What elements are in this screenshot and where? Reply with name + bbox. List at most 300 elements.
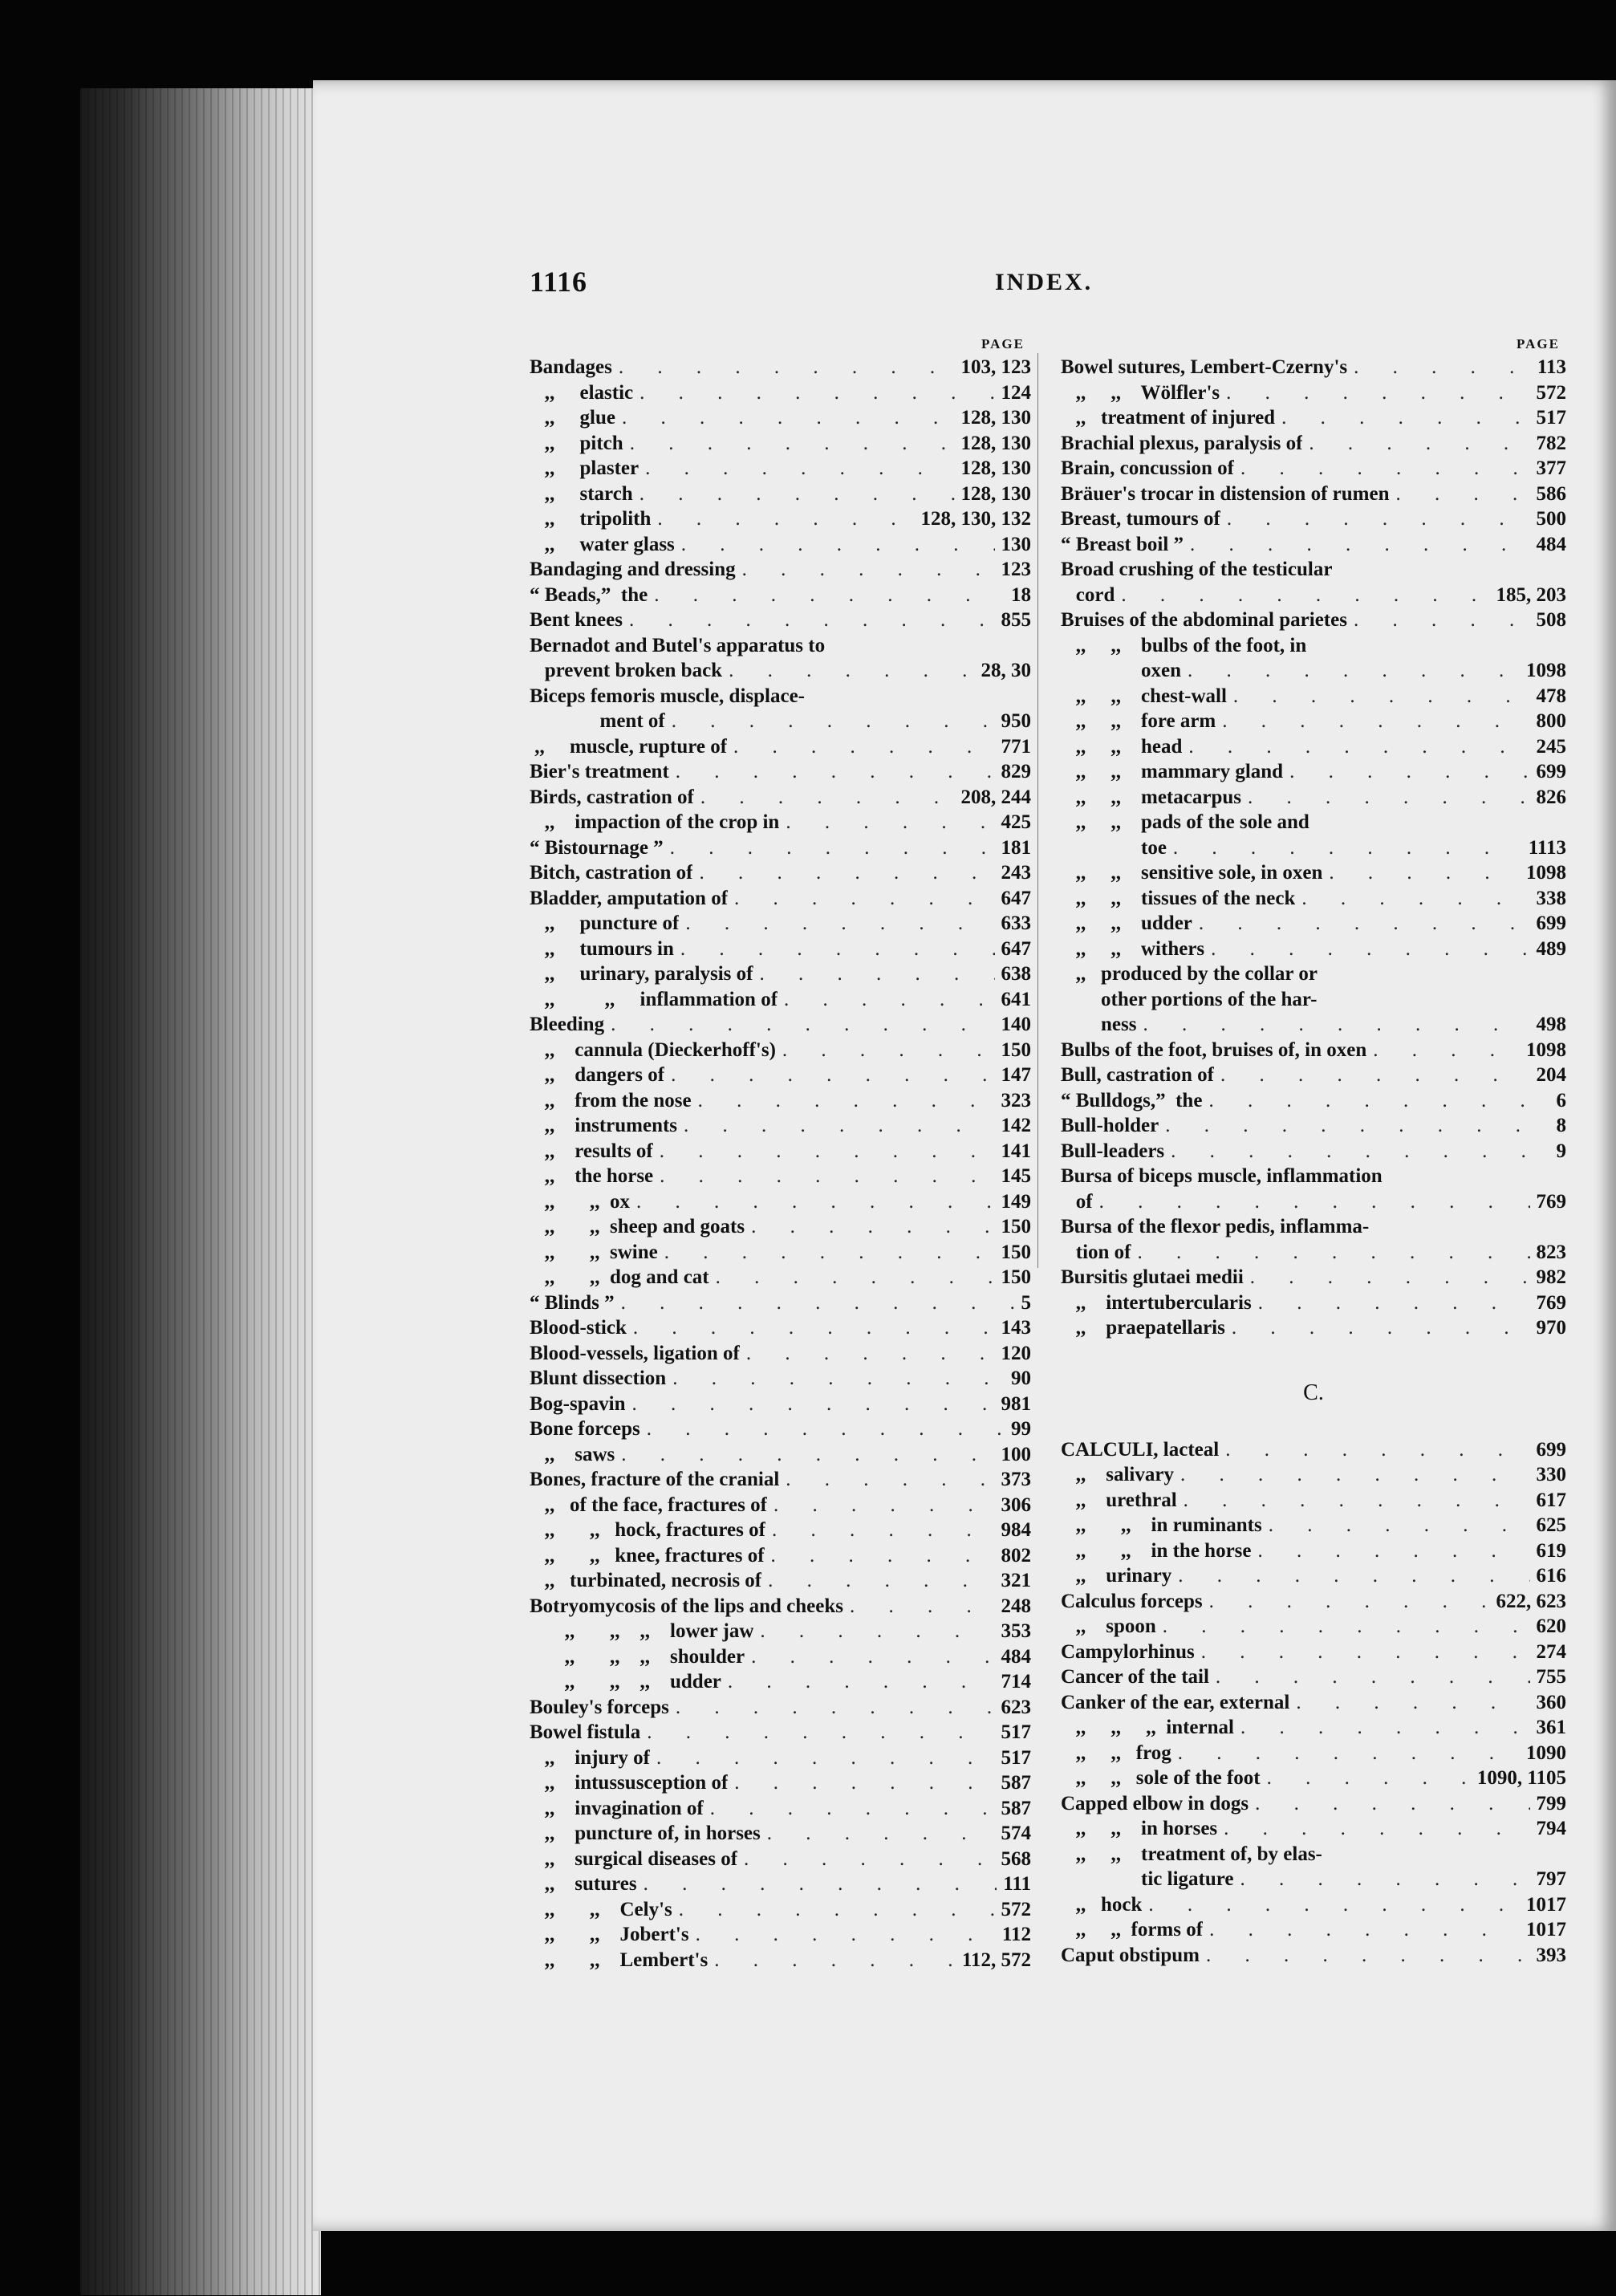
index-entry <box>1061 1462 1566 1488</box>
entry-page-ref: 587 <box>1001 1772 1031 1794</box>
index-entry <box>530 1038 1031 1063</box>
entry-text: ,, elastic <box>530 381 634 404</box>
entry-text: “ Beads,” the <box>530 583 648 606</box>
index-entry <box>530 1240 1031 1266</box>
left-column <box>530 337 1031 1973</box>
index-entry <box>530 506 1031 532</box>
entry-page-ref: 823 <box>1536 1241 1566 1263</box>
index-entry <box>1061 1867 1566 1892</box>
index-entry <box>530 785 1031 811</box>
entry-page-ref: 18 <box>1011 583 1031 606</box>
entry-text: toe <box>1061 836 1167 859</box>
index-entry <box>530 1214 1031 1240</box>
entry-text: CALCULI, lacteal <box>1061 1438 1220 1461</box>
leader-dots <box>1190 532 1529 558</box>
leader-dots <box>773 1493 995 1518</box>
running-head: INDEX. <box>995 269 1094 295</box>
index-entry <box>1061 1690 1566 1716</box>
entry-page-ref: 641 <box>1001 988 1031 1010</box>
entry-text: Blood-vessels, ligation of <box>530 1342 740 1364</box>
index-entry <box>1061 405 1566 431</box>
leader-dots <box>685 911 994 937</box>
leader-dots <box>1250 1265 1530 1290</box>
page-number: 1116 <box>530 266 588 298</box>
entry-text: Bowel sutures, Lembert-Czerny's <box>1061 356 1348 378</box>
entry-page-ref: 647 <box>1001 937 1031 960</box>
entry-text: ,, ,, forms of <box>1061 1919 1204 1940</box>
index-entry <box>1061 583 1566 608</box>
entry-page-ref: 204 <box>1536 1064 1566 1086</box>
entry-page-ref: 1090, 1105 <box>1476 1767 1566 1789</box>
entry-page-ref: 1098 <box>1526 1038 1566 1061</box>
entry-page-ref: 321 <box>1001 1570 1031 1591</box>
index-entry <box>530 1568 1031 1594</box>
leader-dots <box>733 734 994 760</box>
entry-text: ,, ,, ,, udder <box>530 1671 721 1693</box>
entry-text: ,, produced by the collar or <box>1061 963 1318 985</box>
entry-page-ref: 128, 130 <box>960 407 1031 429</box>
leader-dots <box>1222 709 1529 734</box>
leader-dots <box>746 1341 995 1367</box>
index-entry <box>1061 1189 1566 1215</box>
index-entry <box>530 810 1031 835</box>
entry-page-ref: 181 <box>1001 836 1031 859</box>
entry-page-ref: 306 <box>1001 1493 1031 1516</box>
entry-text: ,, intertubercularis <box>1061 1291 1252 1314</box>
entry-page-ref: 638 <box>1001 963 1031 985</box>
entry-text: Bandages <box>530 356 612 378</box>
index-entry <box>530 1847 1031 1872</box>
entry-page-ref: 478 <box>1536 685 1566 707</box>
index-entry <box>530 557 1031 583</box>
index-entry <box>1061 1214 1566 1240</box>
index-entry <box>530 380 1031 406</box>
entry-text: ,, ,, frog <box>1061 1741 1171 1764</box>
entry-text: ,, ,, tissues of the neck <box>1061 887 1296 909</box>
entry-text: Brain, concussion of <box>1061 457 1235 479</box>
leader-dots <box>1178 1563 1529 1589</box>
index-entry <box>530 1669 1031 1695</box>
leader-dots <box>1232 1315 1530 1341</box>
index-entry <box>1061 1791 1566 1817</box>
entry-page-ref: 1098 <box>1526 660 1566 681</box>
index-entry <box>530 1113 1031 1139</box>
index-entry <box>530 835 1031 861</box>
entry-page-ref: 802 <box>1001 1544 1031 1567</box>
index-entry <box>530 759 1031 785</box>
leader-dots <box>742 557 995 583</box>
entry-text: ,, ,, in ruminants <box>1061 1514 1262 1536</box>
leader-dots <box>660 1164 994 1189</box>
index-entry <box>1061 1139 1566 1164</box>
entry-text: of <box>1061 1190 1093 1213</box>
entry-text: ,, ,, treatment of, by elas- <box>1061 1843 1322 1865</box>
entry-page-ref: 771 <box>1001 735 1031 758</box>
entry-text: ,, spoon <box>1061 1615 1156 1637</box>
leader-dots <box>1138 1240 1530 1266</box>
entry-page-ref: 755 <box>1536 1666 1566 1688</box>
leader-dots <box>1121 583 1489 608</box>
index-entry <box>530 1619 1031 1644</box>
leader-dots <box>1173 835 1522 861</box>
entry-text: Bladder, amputation of <box>530 887 729 909</box>
entry-text: ,, turbinated, necrosis of <box>530 1570 762 1591</box>
leader-dots <box>1209 1589 1490 1615</box>
index-entry <box>530 709 1031 734</box>
index-entry <box>1061 1164 1566 1189</box>
leader-dots <box>1329 860 1520 886</box>
entry-page-ref: 826 <box>1536 786 1566 808</box>
leader-dots <box>1184 1488 1530 1514</box>
index-entry <box>530 1695 1031 1721</box>
entry-page-ref: 128, 130 <box>960 482 1031 505</box>
entry-text: ,, starch <box>530 482 633 505</box>
leader-dots <box>639 482 955 507</box>
index-entry <box>1061 1640 1566 1665</box>
entry-page-ref: 699 <box>1536 1438 1566 1461</box>
index-entry <box>530 1315 1031 1341</box>
leader-dots <box>710 1796 995 1822</box>
entry-page-ref: 620 <box>1536 1615 1566 1637</box>
index-entry <box>530 1442 1031 1468</box>
entry-text: ,, ,, Jobert's <box>530 1924 689 1945</box>
leader-dots <box>645 456 954 482</box>
entry-text: ,, ,, Cely's <box>530 1898 672 1920</box>
entry-text: Caput obstipum <box>1061 1944 1200 1966</box>
entry-page-ref: 1090 <box>1526 1741 1566 1764</box>
leader-dots <box>1240 1715 1530 1741</box>
entry-page-ref: 360 <box>1536 1691 1566 1713</box>
leader-dots <box>760 961 995 987</box>
index-entry <box>1061 785 1566 811</box>
entry-page-ref: 568 <box>1001 1847 1031 1870</box>
entry-page-ref: 829 <box>1001 761 1031 782</box>
leader-dots <box>679 1897 995 1923</box>
entry-page-ref: 1098 <box>1526 862 1566 884</box>
entry-page-ref: 248 <box>1001 1595 1031 1617</box>
leader-dots <box>1289 759 1529 785</box>
leader-dots <box>1309 431 1529 457</box>
entry-page-ref: 625 <box>1536 1514 1566 1536</box>
leader-dots <box>734 1770 994 1796</box>
index-entry <box>1061 608 1566 633</box>
entry-text: Bursa of the flexor pedis, inflamma- <box>1061 1216 1370 1237</box>
leader-dots <box>672 709 995 734</box>
entry-page-ref: 508 <box>1536 609 1566 631</box>
right-column <box>1061 337 1566 1968</box>
entry-text: ,, injury of <box>530 1746 650 1769</box>
entry-text: Bitch, castration of <box>530 862 693 884</box>
leader-dots <box>1269 1513 1530 1538</box>
index-entry <box>1061 456 1566 482</box>
leader-dots <box>676 1695 995 1721</box>
entry-page-ref: 8 <box>1556 1115 1566 1136</box>
entry-text: ,, impaction of the crop in <box>530 811 780 833</box>
index-entry <box>1061 937 1566 962</box>
index-entry <box>1061 987 1566 1013</box>
index-entry <box>530 482 1031 507</box>
index-entry <box>1061 1741 1566 1766</box>
entry-text: Birds, castration of <box>530 786 694 808</box>
entry-page-ref: 517 <box>1001 1721 1031 1743</box>
index-entry <box>530 1012 1031 1038</box>
entry-page-ref: 1113 <box>1528 836 1566 859</box>
leader-dots <box>1301 886 1529 912</box>
leader-dots <box>698 1088 995 1114</box>
entry-text: cord <box>1061 583 1115 606</box>
right-column-head: PAGE <box>1517 336 1560 352</box>
index-entry <box>530 1543 1031 1569</box>
entry-text: ,, ,, sensitive sole, in oxen <box>1061 862 1323 884</box>
entry-text: Cancer of the tail <box>1061 1666 1209 1688</box>
leader-dots <box>1258 1538 1530 1564</box>
index-entry <box>530 1416 1031 1442</box>
column-rule <box>1037 353 1038 1268</box>
entry-text: ,, ,, Wölfler's <box>1061 381 1220 404</box>
entry-text: ,, puncture of, in horses <box>530 1823 761 1844</box>
entry-page-ref: 142 <box>1001 1115 1031 1136</box>
leader-dots <box>767 1821 995 1847</box>
entry-page-ref: 794 <box>1536 1818 1566 1839</box>
leader-dots <box>1148 1892 1520 1918</box>
index-entry <box>1061 532 1566 558</box>
entry-text: ,, ,, withers <box>1061 937 1205 960</box>
index-entry <box>530 1922 1031 1948</box>
entry-text: ,, ,, dog and cat <box>530 1266 709 1288</box>
entry-text: ,, salivary <box>1061 1464 1174 1485</box>
entry-page-ref: 950 <box>1001 710 1031 732</box>
entry-text: Capped elbow in dogs <box>1061 1792 1249 1814</box>
index-entry <box>530 1821 1031 1847</box>
index-entry <box>530 405 1031 431</box>
leader-dots <box>676 759 995 785</box>
entry-page-ref: 128, 130 <box>960 457 1031 479</box>
entry-page-ref: 5 <box>1021 1291 1031 1314</box>
entry-page-ref: 699 <box>1536 912 1566 934</box>
index-entry <box>530 1948 1031 1973</box>
entry-page-ref: 274 <box>1536 1640 1566 1663</box>
index-entry <box>1061 734 1566 760</box>
index-entry <box>1061 709 1566 734</box>
entry-text: oxen <box>1061 660 1181 681</box>
entry-page-ref: 111 <box>1003 1873 1031 1895</box>
leader-dots <box>1248 785 1530 811</box>
entry-page-ref: 616 <box>1536 1565 1566 1587</box>
entry-page-ref: 484 <box>1536 533 1566 555</box>
entry-page-ref: 981 <box>1001 1392 1031 1415</box>
entry-text: ,, ,, udder <box>1061 912 1192 934</box>
index-entry <box>1061 431 1566 457</box>
index-entry <box>1061 961 1566 987</box>
leader-dots <box>1224 1816 1529 1842</box>
index-entry <box>530 1290 1031 1316</box>
leader-dots <box>1233 684 1530 709</box>
leader-dots <box>772 1518 995 1543</box>
leader-dots <box>716 1265 995 1290</box>
entry-page-ref: 149 <box>1001 1190 1031 1213</box>
leader-dots <box>1199 911 1530 937</box>
entry-text: Bandaging and dressing <box>530 559 736 580</box>
entry-page-ref: 633 <box>1001 912 1031 934</box>
entry-page-ref: 647 <box>1001 887 1031 909</box>
entry-text: ,, ,, hock, fractures of <box>530 1519 765 1541</box>
leader-dots <box>782 1038 995 1063</box>
entry-text: tic ligature <box>1061 1868 1234 1890</box>
index-entry <box>530 1897 1031 1923</box>
entry-page-ref: 112 <box>1001 1924 1031 1945</box>
leader-dots <box>744 1847 994 1872</box>
entry-page-ref: 587 <box>1001 1797 1031 1819</box>
entry-text: ,, tripolith <box>530 508 652 530</box>
entry-text: Bulbs of the foot, bruises of, in oxen <box>1061 1038 1367 1061</box>
index-entry <box>1061 1943 1566 1969</box>
leader-dots <box>699 860 994 886</box>
index-entry <box>530 1189 1031 1215</box>
leader-dots <box>784 987 994 1013</box>
entry-text: Bursitis glutaei medii <box>1061 1266 1244 1288</box>
index-entry <box>1061 380 1566 406</box>
entry-text: “ Bulldogs,” the <box>1061 1089 1203 1111</box>
index-entry <box>1061 860 1566 886</box>
entry-page-ref: 800 <box>1536 710 1566 732</box>
entry-page-ref: 208, 244 <box>960 786 1031 808</box>
index-entry <box>1061 1589 1566 1615</box>
entry-text: Bull, castration of <box>1061 1064 1214 1086</box>
leader-dots <box>636 1189 995 1215</box>
index-entry <box>530 355 1031 380</box>
entry-page-ref: 572 <box>1536 381 1566 404</box>
entry-page-ref: 141 <box>1001 1140 1031 1162</box>
entry-page-ref: 128, 130, 132 <box>920 508 1031 530</box>
index-entry <box>1061 1842 1566 1867</box>
index-entry <box>1061 633 1566 659</box>
leader-dots <box>696 1922 996 1948</box>
leader-dots <box>1373 1038 1520 1063</box>
entry-text: ,, dangers of <box>530 1064 665 1086</box>
index-entry <box>1061 658 1566 684</box>
entry-text: ,, from the nose <box>530 1089 692 1111</box>
entry-text: ness <box>1061 1014 1137 1035</box>
index-entry <box>1061 1664 1566 1690</box>
index-entry <box>530 456 1031 482</box>
leader-dots <box>771 1543 995 1569</box>
index-entry <box>530 1139 1031 1164</box>
entry-page-ref: 517 <box>1001 1746 1031 1769</box>
leader-dots <box>630 431 955 457</box>
entry-text: Campylorhinus <box>1061 1640 1195 1663</box>
leader-dots <box>619 355 955 380</box>
index-entry <box>1061 1265 1566 1290</box>
leader-dots <box>1143 1012 1529 1038</box>
leader-dots <box>1240 456 1529 482</box>
entry-page-ref: 572 <box>1001 1898 1031 1920</box>
entry-page-ref: 970 <box>1536 1317 1566 1339</box>
entry-page-ref: 1017 <box>1526 1919 1566 1940</box>
leader-dots <box>647 1720 994 1745</box>
entry-page-ref: 145 <box>1001 1165 1031 1187</box>
leader-dots <box>681 532 995 558</box>
entry-text: ,, plaster <box>530 457 639 479</box>
index-entry <box>1061 1240 1566 1266</box>
leader-dots <box>622 405 955 431</box>
entry-text: ,, ,, head <box>1061 735 1183 758</box>
leader-dots <box>1226 380 1529 406</box>
entry-text: ,, urinary <box>1061 1565 1172 1587</box>
entry-text: ,, ,, pads of the sole and <box>1061 811 1309 833</box>
entry-text: ,, ,, metacarpus <box>1061 786 1241 808</box>
entry-page-ref: 984 <box>1001 1519 1031 1541</box>
entry-page-ref: 782 <box>1536 432 1566 454</box>
entry-page-ref: 128, 130 <box>960 432 1031 454</box>
index-entry <box>530 684 1031 709</box>
index-entry <box>1061 1715 1566 1741</box>
entry-text: ,, results of <box>530 1140 653 1162</box>
leader-dots <box>1296 1690 1529 1716</box>
index-entry <box>1061 506 1566 532</box>
index-entry <box>530 1341 1031 1367</box>
leader-dots <box>631 1392 994 1417</box>
index-entry <box>530 1720 1031 1745</box>
index-entry <box>1061 355 1566 380</box>
leader-dots <box>1206 1943 1530 1969</box>
entry-text: ,, intussusception of <box>530 1772 729 1794</box>
entry-page-ref: 185, 203 <box>1496 583 1566 606</box>
leader-dots <box>1258 1290 1530 1316</box>
entry-text: ,, ,, ,, internal <box>1061 1717 1234 1738</box>
index-entry <box>1061 1917 1566 1943</box>
entry-page-ref: 123 <box>1001 559 1031 580</box>
entry-text: ,, cannula (Dieckerhoff's) <box>530 1038 776 1061</box>
entry-text: ,, sutures <box>530 1873 637 1895</box>
entry-text: Calculus forceps <box>1061 1590 1203 1612</box>
entry-text: ,, ,, swine <box>530 1241 658 1263</box>
index-entry <box>530 532 1031 558</box>
leader-dots <box>1208 1088 1549 1114</box>
entry-text: ,, ,, fore arm <box>1061 710 1216 732</box>
entry-page-ref: 113 <box>1537 356 1566 378</box>
index-entry <box>1061 1315 1566 1341</box>
entry-page-ref: 769 <box>1536 1190 1566 1213</box>
entry-text: Bleeding <box>530 1014 605 1035</box>
index-entry <box>530 961 1031 987</box>
leader-dots <box>1396 482 1530 507</box>
entry-page-ref: 243 <box>1001 862 1031 884</box>
left-entry-list <box>530 355 1031 1973</box>
entry-text: Bier's treatment <box>530 761 669 782</box>
entry-text: Broad crushing of the testicular <box>1061 559 1333 580</box>
index-entry <box>530 886 1031 912</box>
section-c-entry-list <box>1061 1437 1566 1969</box>
entry-text: other portions of the har- <box>1061 988 1318 1010</box>
leader-dots <box>1180 1462 1530 1488</box>
index-entry <box>530 633 1031 659</box>
leader-dots <box>1099 1189 1530 1215</box>
index-entry <box>530 911 1031 937</box>
entry-text: Bent knees <box>530 609 623 631</box>
leader-dots <box>1281 405 1529 431</box>
entry-page-ref: 373 <box>1001 1469 1031 1490</box>
entry-page-ref: 586 <box>1536 482 1566 505</box>
leader-dots <box>660 1139 995 1164</box>
index-entry <box>1061 1290 1566 1316</box>
entry-text: “ Blinds ” <box>530 1291 615 1314</box>
leader-dots <box>657 506 914 532</box>
leader-dots <box>633 1315 995 1341</box>
entry-text: ,, ,, Lembert's <box>530 1949 709 1971</box>
entry-text: ,, instruments <box>530 1115 678 1136</box>
entry-text: ,, surgical diseases of <box>530 1847 738 1870</box>
index-entry <box>530 1644 1031 1670</box>
